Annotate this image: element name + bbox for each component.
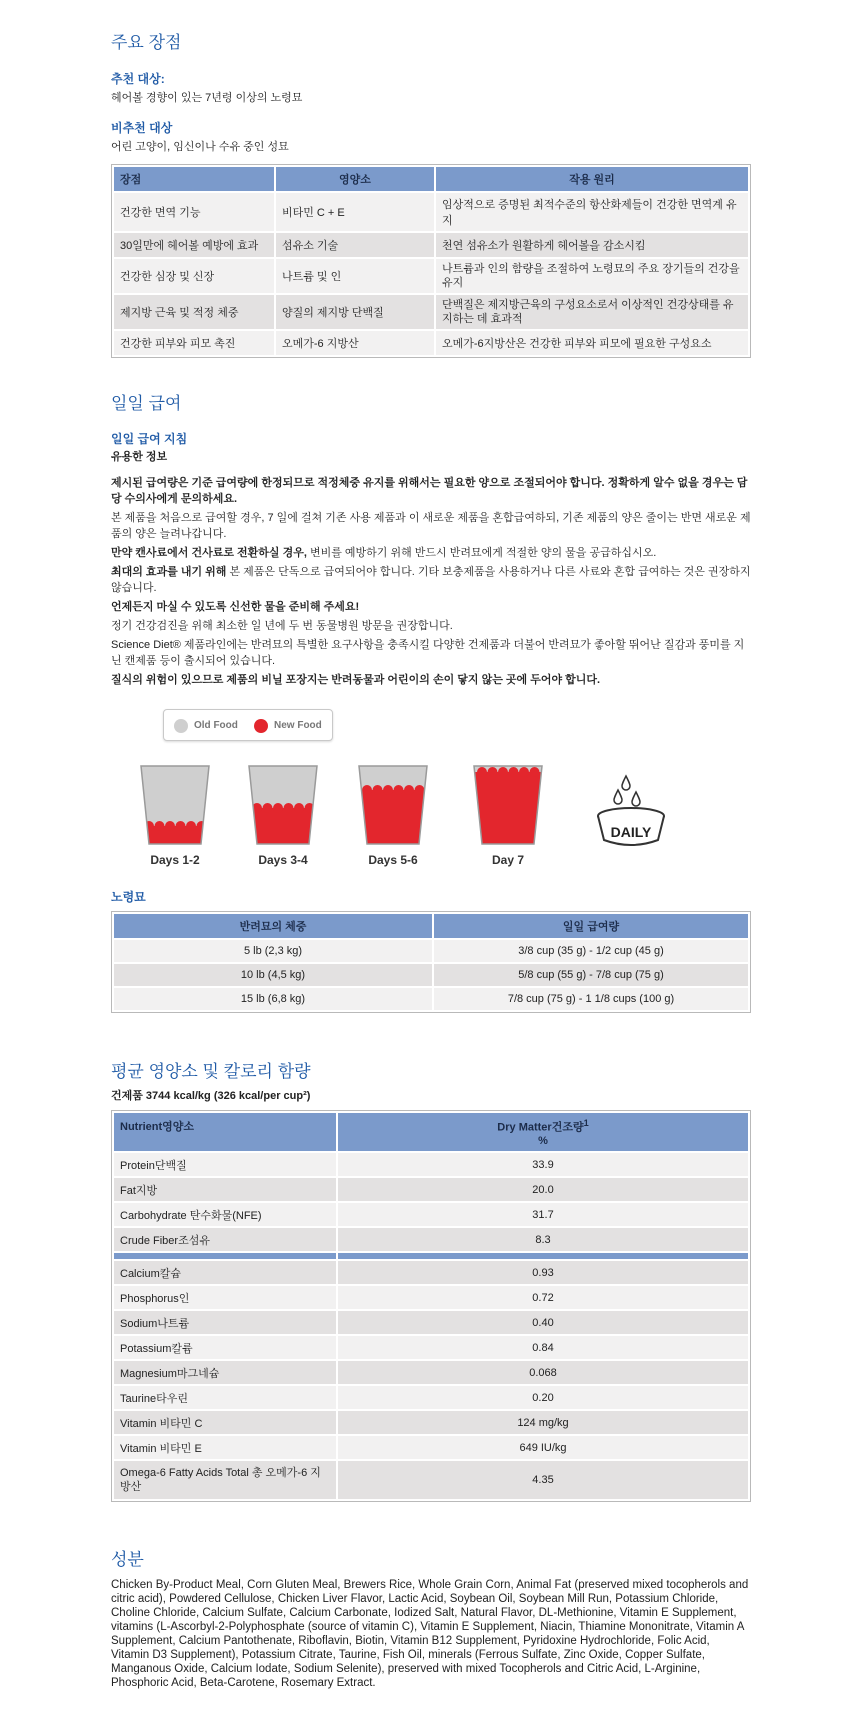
table-row	[114, 295, 748, 329]
new-food-label: New Food	[274, 720, 322, 731]
nutrient-value-cell: 33.9	[338, 1153, 748, 1176]
new-kibble	[294, 803, 304, 813]
new-kibble	[144, 821, 154, 831]
table-row	[114, 331, 748, 355]
table-row	[114, 1261, 748, 1284]
senior-feeding-section	[111, 888, 751, 1013]
nutrition-section	[111, 1057, 751, 1502]
divider-cell	[338, 1253, 748, 1259]
feeding-note-6: 정기 건강검진을 위해 최소한 일 년에 두 번 동물병원 방문을 권장합니다.	[111, 620, 453, 632]
ingredients-section	[111, 1545, 751, 1690]
nutrient-divider-row	[114, 1253, 748, 1259]
nutrient-header-name: Nutrient영양소	[114, 1113, 336, 1151]
new-kibble	[197, 821, 207, 831]
feeding-title: 일일 급여	[111, 394, 182, 413]
benefits-header-benefit: 장점	[114, 167, 274, 191]
nutrient-value-cell: 4.35	[338, 1461, 748, 1499]
transition-step-label: Days 5-6	[368, 853, 418, 867]
feeding-note-3	[111, 545, 751, 561]
feeding-note-7: Science Diet® 제품라인에는 반려묘의 특별한 요구사항을 충족시킬 다양한 건제품과 더불어 반려묘가 좋아할 뛰어난 질감과 풍미를 지닌 캔제품 등이 출시되어 있습니다.	[111, 639, 745, 667]
nutrient-name-cell: Omega-6 Fatty Acids Total 총 오메가-6 지방산	[114, 1461, 336, 1499]
new-kibble	[509, 767, 519, 777]
benefit-cell: 제지방 근육 및 적정 체중	[114, 295, 274, 329]
new-kibble	[383, 785, 393, 795]
new-kibble	[394, 785, 404, 795]
nutrient-value-cell: 0.72	[338, 1286, 748, 1309]
new-kibble	[176, 821, 186, 831]
table-row	[114, 940, 748, 962]
benefits-header-nutrient: 영양소	[276, 167, 434, 191]
feeding-note-4-rest: 본 제품은 단독으로 급여되어야 합니다. 기타 보충제품을 사용하거나 다른 사료와 혼합 급여하는 것은 권장하지 않습니다.	[111, 566, 751, 594]
table-row	[114, 988, 748, 1010]
feeding-header-row	[114, 914, 748, 938]
nutrient-header-row	[114, 1113, 748, 1151]
transition-cup	[355, 762, 431, 848]
table-row	[114, 1461, 748, 1499]
nutrient-cell: 나트륨 및 인	[276, 259, 434, 293]
dry-matter-unit: %	[538, 1134, 548, 1147]
benefits-section	[111, 28, 751, 358]
nutrient-value-cell: 124 mg/kg	[338, 1411, 748, 1434]
feeding-guide-title: 일일 급여 지침	[111, 432, 188, 446]
new-kibble	[488, 767, 498, 777]
ingredients-title: 성분	[111, 1550, 144, 1569]
transition-step-label: Days 1-2	[150, 853, 200, 867]
amount-cell: 7/8 cup (75 g) - 1 1/8 cups (100 g)	[434, 988, 748, 1010]
new-kibble	[284, 803, 294, 813]
recommended-text: 헤어볼 경향이 있는 7년령 이상의 노령묘	[111, 92, 303, 104]
benefit-cell: 건강한 심장 및 신장	[114, 259, 274, 293]
mechanism-cell: 단백질은 제지방근육의 구성요소로서 이상적인 건강상태를 유지하는 데 효과적	[436, 295, 748, 329]
nutrient-cell: 비타민 C + E	[276, 193, 434, 231]
nutrient-value-cell: 20.0	[338, 1178, 748, 1201]
nutrient-header-dry-matter	[338, 1113, 748, 1151]
feeding-header-weight: 반려묘의 체중	[114, 914, 432, 938]
nutrient-name-cell: Protein단백질	[114, 1153, 336, 1176]
nutrient-value-cell: 0.068	[338, 1361, 748, 1384]
mechanism-cell: 임상적으로 증명된 최적수준의 항산화제들이 건강한 면역계 유지	[436, 193, 748, 231]
nutrient-cell: 섬유소 기술	[276, 233, 434, 257]
benefits-table	[111, 164, 751, 358]
benefits-header-mechanism: 작용 원리	[436, 167, 748, 191]
table-row	[114, 1336, 748, 1359]
useful-info-title: 유용한 정보	[111, 451, 168, 463]
dry-matter-footnote: 1	[583, 1118, 589, 1128]
table-row	[114, 1386, 748, 1409]
daily-label: DAILY	[610, 824, 652, 840]
feeding-note-5: 언제든지 마실 수 있도록 신선한 물을 준비해 주세요!	[111, 601, 360, 613]
feeding-note-3-rest: 변비를 예방하기 위해 반드시 반려묘에게 적절한 양의 물을 공급하십시오.	[306, 547, 657, 559]
new-kibble	[530, 767, 540, 777]
nutrient-name-cell: Potassium칼륨	[114, 1336, 336, 1359]
feeding-note-4	[111, 564, 751, 596]
senior-title: 노령묘	[111, 890, 146, 904]
table-row	[114, 1153, 748, 1176]
mechanism-cell: 오메가-6지방산은 건강한 피부와 피모에 필요한 구성요소	[436, 331, 748, 355]
benefits-title: 주요 장점	[111, 33, 182, 52]
new-kibble	[263, 803, 273, 813]
benefit-cell: 건강한 피부와 피모 촉진	[114, 331, 274, 355]
transition-step-label: Days 3-4	[258, 853, 308, 867]
table-row	[114, 1203, 748, 1226]
new-kibble	[477, 767, 487, 777]
new-food-swatch	[254, 719, 268, 733]
benefit-cell: 건강한 면역 기능	[114, 193, 274, 231]
amount-cell: 5/8 cup (55 g) - 7/8 cup (75 g)	[434, 964, 748, 986]
nutrient-value-cell: 0.93	[338, 1261, 748, 1284]
table-row	[114, 233, 748, 257]
weight-cell: 5 lb (2,3 kg)	[114, 940, 432, 962]
feeding-header-amount: 일일 급여량	[434, 914, 748, 938]
transition-cup	[137, 762, 213, 848]
nutrient-name-cell: Vitamin 비타민 C	[114, 1411, 336, 1434]
nutrient-table	[111, 1110, 751, 1502]
feeding-note-1: 제시된 급여량은 기준 급여량에 한정되므로 적정체중 유지를 위해서는 필요한 양으로 조절되어야 합니다. 정확하게 알수 없을 경우는 담당 수의사에게 문의하세요.	[111, 477, 748, 505]
nutrient-name-cell: Taurine타우린	[114, 1386, 336, 1409]
nutrient-table-body	[114, 1153, 748, 1499]
new-kibble	[519, 767, 529, 777]
feeding-section	[111, 389, 751, 688]
transition-cup	[470, 762, 546, 848]
benefit-cell: 30일만에 헤어볼 예방에 효과	[114, 233, 274, 257]
old-food-swatch	[174, 719, 188, 733]
nutrient-name-cell: Fat지방	[114, 1178, 336, 1201]
daily-water-bowl-icon	[590, 770, 672, 852]
mechanism-cell: 천연 섬유소가 원활하게 헤어볼을 감소시킴	[436, 233, 748, 257]
nutrient-name-cell: Phosphorus인	[114, 1286, 336, 1309]
transition-legend	[163, 709, 333, 741]
nutrient-name-cell: Vitamin 비타민 E	[114, 1436, 336, 1459]
table-row	[114, 259, 748, 293]
feeding-note-2: 본 제품을 처음으로 급여할 경우, 7 일에 걸쳐 기존 사용 제품과 이 새로운 제품을 혼합급여하되, 기존 제품의 양은 줄이는 반면 새로운 제품의 양은 늘려나갑니다.	[111, 512, 751, 540]
nutrient-value-cell: 0.40	[338, 1311, 748, 1334]
new-kibble	[273, 803, 283, 813]
table-row	[114, 1361, 748, 1384]
table-row	[114, 964, 748, 986]
feeding-note-4-bold: 최대의 효과를 내기 위해	[111, 566, 227, 578]
feeding-note-8: 질식의 위험이 있으므로 제품의 비닐 포장지는 반려동물과 어린이의 손이 닿지 않는 곳에 두어야 합니다.	[111, 674, 601, 686]
new-kibble	[498, 767, 508, 777]
benefits-header-row	[114, 167, 748, 191]
nutrient-value-cell: 0.84	[338, 1336, 748, 1359]
amount-cell: 3/8 cup (35 g) - 1/2 cup (45 g)	[434, 940, 748, 962]
nutrient-name-cell: Calcium칼슘	[114, 1261, 336, 1284]
nutrient-cell: 양질의 제지방 단백질	[276, 295, 434, 329]
ingredients-text: Chicken By-Product Meal, Corn Gluten Meal, Brewers Rice, Whole Grain Corn, Animal Fat (preserved mixed tocopherols and citric acid), Powdered Cellulose, Chicken Liver Flavor, Lactic Acid, Soybean Oil, Soybean Mill Run, Potassium Chloride, Choline Chloride, Calcium Sulfate, Calcium Carbonate, Iodized Salt, Natural Flavor, DL-Methionine, Vitamin E Supplement, vitamins (L-Ascorbyl-2-Polyphosphate (source of vitamin C), Vitamin E Supplement, Niacin, Thiamine Mononitrate, Vitamin A Supplement, Calcium Pantothenate, Riboflavin, Biotin, Vitamin B12 Supplement, Pyridoxine Hydrochloride, Folic Acid, Vitamin D3 Supplement), Potassium Citrate, Taurine, Fish Oil, minerals (Ferrous Sulfate, Zinc Oxide, Copper Sulfate, Manganous Oxide, Calcium Iodate, Sodium Selenite), preserved with mixed Tocopherols and Citric Acid, L-Arginine, Phosphoric Acid, Beta-Carotene, Rosemary Extract.	[111, 1579, 749, 1689]
table-row	[114, 1286, 748, 1309]
table-row	[114, 1311, 748, 1334]
divider-cell	[114, 1253, 336, 1259]
table-row	[114, 193, 748, 231]
feeding-note-3-bold: 만약 캔사료에서 건사료로 전환하실 경우,	[111, 547, 307, 559]
nutrient-cell: 오메가-6 지방산	[276, 331, 434, 355]
table-row	[114, 1436, 748, 1459]
new-kibble	[155, 821, 165, 831]
nutrient-value-cell: 649 IU/kg	[338, 1436, 748, 1459]
nutrient-name-cell: Sodium나트륨	[114, 1311, 336, 1334]
table-row	[114, 1178, 748, 1201]
calorie-line: 건제품 3744 kcal/kg (326 kcal/per cup²)	[111, 1090, 311, 1102]
mechanism-cell: 나트륨과 인의 함량을 조절하여 노령묘의 주요 장기들의 건강을 유지	[436, 259, 748, 293]
old-food-label: Old Food	[194, 720, 238, 731]
transition-cup	[245, 762, 321, 848]
not-recommended-title: 비추천 대상	[111, 121, 173, 135]
new-kibble	[186, 821, 196, 831]
new-kibble	[362, 785, 372, 795]
weight-cell: 10 lb (4,5 kg)	[114, 964, 432, 986]
feeding-table	[111, 911, 751, 1013]
new-kibble	[373, 785, 383, 795]
recommended-title: 추천 대상:	[111, 72, 165, 86]
nutrient-name-cell: Magnesium마그네슘	[114, 1361, 336, 1384]
weight-cell: 15 lb (6,8 kg)	[114, 988, 432, 1010]
table-row	[114, 1411, 748, 1434]
nutrient-name-cell: Carbohydrate 탄수화물(NFE)	[114, 1203, 336, 1226]
nutrient-value-cell: 8.3	[338, 1228, 748, 1251]
not-recommended-text: 어린 고양이, 임신이나 수유 중인 성묘	[111, 141, 289, 153]
new-kibble	[404, 785, 414, 795]
new-kibble	[415, 785, 425, 795]
new-kibble	[165, 821, 175, 831]
nutrient-value-cell: 0.20	[338, 1386, 748, 1409]
nutrition-title: 평균 영양소 및 칼로리 함량	[111, 1062, 311, 1081]
dry-matter-label: Dry Matter건조량	[497, 1121, 584, 1134]
transition-step-label: Day 7	[491, 853, 525, 867]
nutrient-value-cell: 31.7	[338, 1203, 748, 1226]
nutrient-name-cell: Crude Fiber조섬유	[114, 1228, 336, 1251]
table-row	[114, 1228, 748, 1251]
